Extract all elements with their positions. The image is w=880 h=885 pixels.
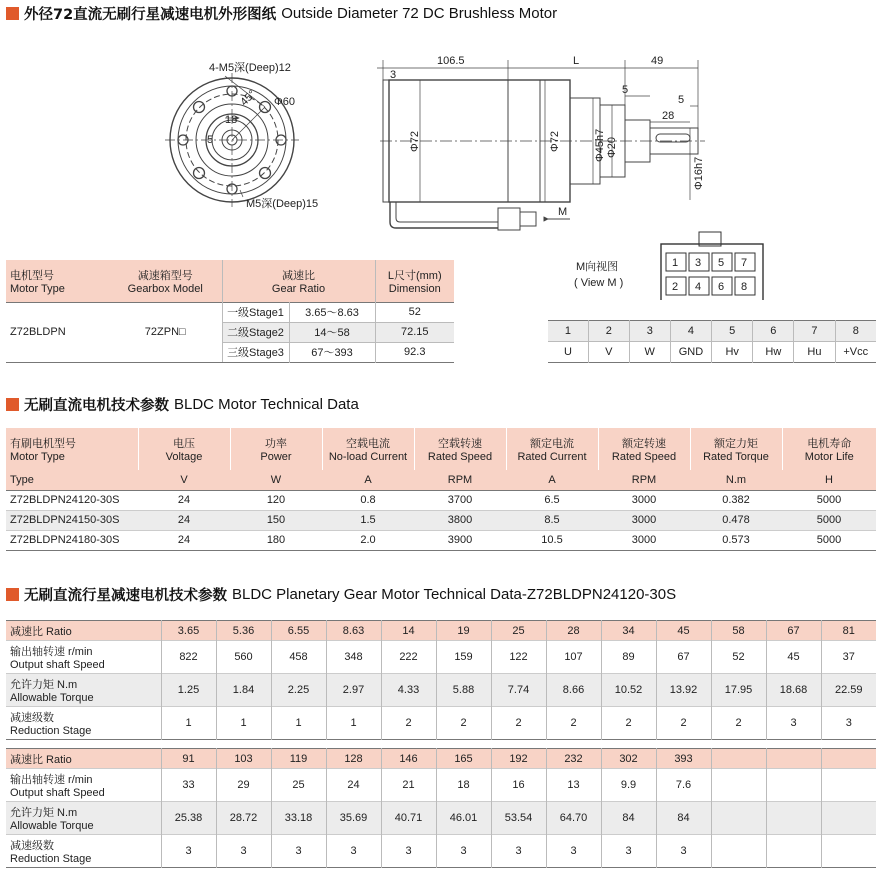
- table-cell: 5.88: [436, 674, 491, 707]
- table-header-row: [6, 428, 876, 470]
- table-cell: 89: [601, 641, 656, 674]
- pin-number-cell: 7: [794, 321, 835, 342]
- row-label: 减速比 Ratio: [10, 753, 72, 766]
- dim-49: 49: [651, 55, 664, 67]
- row-label-line: 减速级数: [10, 712, 54, 724]
- table-cell: 21: [381, 769, 436, 802]
- pin-signal-cell: GND: [670, 342, 711, 363]
- table-cell: [766, 835, 821, 868]
- connector-pin: 3: [695, 257, 702, 269]
- connector-pin: 6: [718, 281, 725, 293]
- dia72-b: Φ72: [549, 130, 561, 152]
- table-cell: 159: [436, 641, 491, 674]
- dim-cell: 52: [375, 302, 454, 322]
- stage-cell: 二级Stage2: [222, 322, 289, 342]
- dim-3: 3: [390, 69, 397, 81]
- unit-cell: W: [270, 473, 282, 486]
- table-cell: 302: [601, 749, 656, 769]
- section-title-gear: [6, 584, 676, 604]
- connector-pin: 1: [672, 257, 679, 269]
- row-label-line: 输出轴转速 r/min: [10, 646, 93, 658]
- table-cell: 6.55: [271, 621, 326, 641]
- table-cell: 18.68: [766, 674, 821, 707]
- table-cell: 3: [546, 835, 601, 868]
- row-label-line: Allowable Torque: [10, 692, 94, 704]
- m-arrow-label: M: [558, 206, 568, 218]
- table-cell: 393: [656, 749, 711, 769]
- table-cell: 81: [821, 621, 876, 641]
- table-cell: 5.36: [216, 621, 271, 641]
- table-cell: 24: [177, 514, 191, 526]
- ratio-row: [6, 621, 876, 641]
- motor-table: [6, 428, 876, 551]
- table-cell: 33.18: [271, 802, 326, 835]
- gear-motor-table: [6, 620, 876, 868]
- section-title-cn: 无刷直流电机技术参数: [24, 397, 169, 414]
- table-cell: 3: [601, 835, 656, 868]
- table-cell: 17.95: [711, 674, 766, 707]
- table-cell: 40.71: [381, 802, 436, 835]
- header-cell: 额定力矩 Rated Torque: [690, 428, 782, 470]
- row-label-line: 减速级数: [10, 840, 54, 852]
- pcd-label: Φ60: [274, 96, 296, 108]
- connector-pin: 2: [672, 281, 679, 293]
- table-cell: 2.0: [360, 534, 376, 546]
- dia45: Φ45h7: [594, 128, 606, 162]
- table-cell: 14: [381, 621, 436, 641]
- table-cell: 22.59: [821, 674, 876, 707]
- section-title-cn: 外径72直流无刷行星减速电机外形图纸: [24, 6, 277, 23]
- table-cell: 1: [271, 707, 326, 740]
- table-cell: 3: [656, 835, 711, 868]
- table-cell: 6.5: [544, 494, 560, 506]
- table-cell: 3000: [631, 534, 657, 546]
- dim-28: 28: [662, 110, 675, 122]
- table-cell: 67: [656, 641, 711, 674]
- pin-number-cell: 2: [588, 321, 629, 342]
- table-cell: 3: [491, 835, 546, 868]
- pin-number-cell: 6: [753, 321, 794, 342]
- table-cell: 3800: [447, 514, 473, 526]
- table-cell: 3: [326, 835, 381, 868]
- table-cell: [821, 769, 876, 802]
- unit-cell: N.m: [725, 473, 747, 486]
- dim-106-5: 106.5: [437, 55, 465, 67]
- table-cell: 7.6: [656, 769, 711, 802]
- connector-pin: 5: [718, 257, 725, 269]
- speed-row: [6, 641, 876, 674]
- table-cell: [821, 835, 876, 868]
- table-cell: 458: [271, 641, 326, 674]
- gearbox-table: [6, 260, 454, 363]
- view-m-en: ( View M ): [574, 277, 624, 289]
- table-cell: [711, 749, 766, 769]
- header-cell: 空载转速 Rated Speed: [414, 428, 506, 470]
- header-cell: L尺寸(mm) Dimension: [375, 260, 454, 302]
- spacer-row: [6, 740, 876, 749]
- pin-number-cell: 1: [564, 325, 571, 337]
- dim-cell: 92.3: [375, 342, 454, 362]
- pin-number-cell: 4: [670, 321, 711, 342]
- table-cell: 822: [161, 641, 216, 674]
- row-label-line: 输出轴转速 r/min: [10, 774, 93, 786]
- table-cell: 3700: [447, 494, 473, 506]
- header-cell: 减速比 Gear Ratio: [222, 260, 375, 302]
- pin-number-row: [548, 321, 876, 342]
- table-row: [6, 302, 454, 322]
- table-cell: 8.63: [326, 621, 381, 641]
- row-label-line: Reduction Stage: [10, 853, 92, 865]
- table-cell: 58: [711, 621, 766, 641]
- ratio-cell: 14～58: [289, 322, 375, 342]
- dia72-a: Φ72: [409, 130, 421, 152]
- view-m-cn: M向视图: [576, 261, 619, 273]
- table-cell: 24: [177, 534, 191, 546]
- table-cell: 103: [216, 749, 271, 769]
- section-title-en: BLDC Motor Technical Data: [174, 395, 359, 413]
- table-cell: 560: [216, 641, 271, 674]
- table-cell: 150: [266, 514, 286, 526]
- row-label-line: Output shaft Speed: [10, 659, 105, 671]
- front-view: [165, 73, 299, 207]
- table-cell: 5000: [816, 494, 842, 506]
- header-cell: 减速箱型号 Gearbox Model: [127, 269, 203, 295]
- table-cell: 165: [436, 749, 491, 769]
- header-cell: 电压 Voltage: [138, 428, 230, 470]
- table-header-row: [6, 260, 454, 302]
- table-cell: 232: [546, 749, 601, 769]
- stage-cell: 一级Stage1: [222, 302, 289, 322]
- table-cell: 0.382: [722, 494, 750, 506]
- table-cell: 84: [601, 802, 656, 835]
- table-cell: 52: [711, 641, 766, 674]
- connector-pin: 7: [741, 257, 748, 269]
- table-cell: 10.52: [601, 674, 656, 707]
- table-cell: 34: [601, 621, 656, 641]
- unit-cell: RPM: [631, 473, 657, 486]
- table-cell: 45: [656, 621, 711, 641]
- table-cell: 0.478: [722, 514, 750, 526]
- pin-number-cell: 8: [835, 321, 876, 342]
- dia16: Φ16h7: [693, 156, 705, 190]
- table-cell: 91: [161, 749, 216, 769]
- table-cell: 3000: [631, 494, 657, 506]
- unit-cell: H: [825, 473, 833, 486]
- table-cell: Z72BLDPN24120-30S: [10, 494, 120, 506]
- table-cell: 25: [271, 769, 326, 802]
- table-cell: 2.97: [326, 674, 381, 707]
- table-cell: 3: [766, 707, 821, 740]
- row-label: [6, 769, 161, 802]
- row-label-line: Output shaft Speed: [10, 787, 105, 799]
- row-label: [6, 835, 161, 868]
- table-cell: 18: [436, 769, 491, 802]
- table-cell: Z72BLDPN24180-30S: [10, 534, 120, 546]
- pin-signal-cell: Hu: [794, 342, 835, 363]
- table-cell: 146: [381, 749, 436, 769]
- ratio-cell: 3.65～8.63: [289, 302, 375, 322]
- side-view: [377, 60, 705, 230]
- table-cell: 28.72: [216, 802, 271, 835]
- connector-pin: 8: [741, 281, 748, 293]
- table-cell: 348: [326, 641, 381, 674]
- table-cell: 53.54: [491, 802, 546, 835]
- table-cell: 1.25: [161, 674, 216, 707]
- ratio-cell: 67～393: [289, 342, 375, 362]
- table-cell: 3: [821, 707, 876, 740]
- table-cell: [711, 835, 766, 868]
- table-cell: 3: [161, 835, 216, 868]
- dim-5-left: 5: [207, 134, 214, 146]
- unit-cell: V: [180, 473, 188, 486]
- pin-signal-cell: Hw: [753, 342, 794, 363]
- section-marker: [6, 588, 19, 601]
- table-cell: 24: [177, 494, 191, 506]
- table-cell: 120: [266, 494, 286, 506]
- torque-row: [6, 802, 876, 835]
- angle-label: 45°: [238, 88, 259, 109]
- section-title-en: BLDC Planetary Gear Motor Technical Data-Z72BLDPN24120-30S: [232, 585, 677, 603]
- center-hole-label: M5深(Deep)15: [246, 198, 319, 210]
- pin-signal-cell: +Vcc: [835, 342, 876, 363]
- table-cell: 4.33: [381, 674, 436, 707]
- table-cell: Z72BLDPN24150-30S: [10, 514, 120, 526]
- row-label: [6, 707, 161, 740]
- pin-number-cell: 3: [629, 321, 670, 342]
- table-cell: [821, 749, 876, 769]
- pin-signal-row: [548, 342, 876, 363]
- stage-row: [6, 707, 876, 740]
- table-cell: 119: [271, 749, 326, 769]
- speed-row: [6, 769, 876, 802]
- connector-pin: 4: [695, 281, 702, 293]
- section-marker: [6, 398, 19, 411]
- ratio-row: [6, 749, 876, 769]
- header-cell: 电机寿命 Motor Life: [782, 428, 876, 470]
- row-label: [6, 641, 161, 674]
- table-cell: 33: [161, 769, 216, 802]
- table-cell: [766, 802, 821, 835]
- table-row: [6, 530, 876, 550]
- table-cell: 35.69: [326, 802, 381, 835]
- table-cell: 3: [216, 835, 271, 868]
- table-cell: [711, 769, 766, 802]
- table-cell: 192: [491, 749, 546, 769]
- pin-table: [548, 320, 876, 363]
- row-label-line: Reduction Stage: [10, 725, 92, 737]
- dim-5-a: 5: [622, 84, 629, 96]
- table-cell: 1: [216, 707, 271, 740]
- table-cell: 180: [266, 534, 286, 546]
- table-cell: 128: [326, 749, 381, 769]
- header-cell: 空载电流 No-load Current: [322, 428, 414, 470]
- table-cell: 107: [546, 641, 601, 674]
- table-cell: 13.92: [656, 674, 711, 707]
- stage-cell: 三级Stage3: [222, 342, 289, 362]
- unit-cell: RPM: [447, 473, 473, 486]
- section-title-motor: [6, 394, 359, 414]
- header-cell: 电机型号 Motor Type: [10, 269, 65, 295]
- pin-signal-cell: U: [563, 346, 572, 358]
- table-cell: 84: [656, 802, 711, 835]
- table-cell: 5000: [816, 534, 842, 546]
- table-cell: 9.9: [601, 769, 656, 802]
- unit-cell: A: [548, 473, 556, 486]
- table-cell: 0.8: [360, 494, 376, 506]
- flange-hole-label: 4-M5深(Deep)12: [209, 62, 291, 74]
- row-label-line: Allowable Torque: [10, 820, 94, 832]
- table-cell: 5000: [816, 514, 842, 526]
- units-row: [6, 470, 876, 490]
- dim-5-b: 5: [678, 94, 685, 106]
- table-cell: 1.84: [216, 674, 271, 707]
- table-cell: [711, 802, 766, 835]
- dim-cell: 72.15: [375, 322, 454, 342]
- table-cell: 16: [491, 769, 546, 802]
- table-cell: 1.5: [360, 514, 376, 526]
- dim-L: L: [573, 55, 580, 67]
- table-cell: 7.74: [491, 674, 546, 707]
- table-cell: [821, 802, 876, 835]
- table-cell: 25.38: [161, 802, 216, 835]
- table-cell: 3: [381, 835, 436, 868]
- row-label: [6, 674, 161, 707]
- table-cell: 29: [216, 769, 271, 802]
- torque-row: [6, 674, 876, 707]
- table-row: [6, 490, 876, 510]
- table-cell: 3: [436, 835, 491, 868]
- row-label-line: 允许力矩 N.m: [10, 679, 78, 691]
- table-cell: 28: [546, 621, 601, 641]
- table-cell: 8.66: [546, 674, 601, 707]
- table-cell: 13: [546, 769, 601, 802]
- table-cell: 2: [381, 707, 436, 740]
- gearbox-model-cell: 72ZPN□: [109, 302, 222, 362]
- table-cell: 1: [326, 707, 381, 740]
- table-cell: 1: [161, 707, 216, 740]
- table-cell: 24: [326, 769, 381, 802]
- table-cell: 2: [491, 707, 546, 740]
- table-row: [6, 510, 876, 530]
- table-cell: 8.5: [544, 514, 560, 526]
- row-label: [6, 802, 161, 835]
- table-cell: 45: [766, 641, 821, 674]
- table-cell: 2: [546, 707, 601, 740]
- header-cell: 额定转速 Rated Speed: [598, 428, 690, 470]
- motor-type-cell: Z72BLDPN: [6, 302, 109, 362]
- section-title-en: Outside Diameter 72 DC Brushless Motor: [281, 4, 558, 22]
- stage-row: [6, 835, 876, 868]
- table-cell: 19: [436, 621, 491, 641]
- table-cell: 37: [821, 641, 876, 674]
- table-cell: 2.25: [271, 674, 326, 707]
- table-cell: 2: [656, 707, 711, 740]
- table-cell: 3900: [447, 534, 473, 546]
- pin-signal-cell: V: [588, 342, 629, 363]
- pin-signal-cell: Hv: [712, 342, 753, 363]
- dia20: Φ20: [606, 136, 618, 158]
- pin-signal-cell: W: [629, 342, 670, 363]
- pin-number-cell: 5: [712, 321, 753, 342]
- table-cell: 2: [601, 707, 656, 740]
- table-cell: 2: [711, 707, 766, 740]
- table-cell: 3: [271, 835, 326, 868]
- row-label: 减速比 Ratio: [10, 625, 72, 638]
- table-cell: 67: [766, 621, 821, 641]
- header-cell: 功率 Power: [230, 428, 322, 470]
- table-cell: 222: [381, 641, 436, 674]
- technical-drawing: [0, 0, 880, 300]
- row-label-line: 允许力矩 N.m: [10, 807, 78, 819]
- unit-cell: Type: [10, 473, 34, 486]
- table-cell: 3000: [631, 514, 657, 526]
- table-cell: 10.5: [541, 534, 563, 546]
- table-cell: [766, 749, 821, 769]
- table-cell: [766, 769, 821, 802]
- table-cell: 0.573: [722, 534, 750, 546]
- table-cell: 2: [436, 707, 491, 740]
- table-cell: 46.01: [436, 802, 491, 835]
- dim-18: 18: [225, 114, 238, 126]
- table-cell: 25: [491, 621, 546, 641]
- section-title-cn: 无刷直流行星减速电机技术参数: [24, 587, 227, 604]
- table-cell: 3.65: [161, 621, 216, 641]
- unit-cell: A: [364, 473, 372, 486]
- header-cell: 有刷电机型号 Motor Type: [10, 438, 76, 463]
- table-cell: 64.70: [546, 802, 601, 835]
- table-cell: 122: [491, 641, 546, 674]
- header-cell: 额定电流 Rated Current: [506, 428, 598, 470]
